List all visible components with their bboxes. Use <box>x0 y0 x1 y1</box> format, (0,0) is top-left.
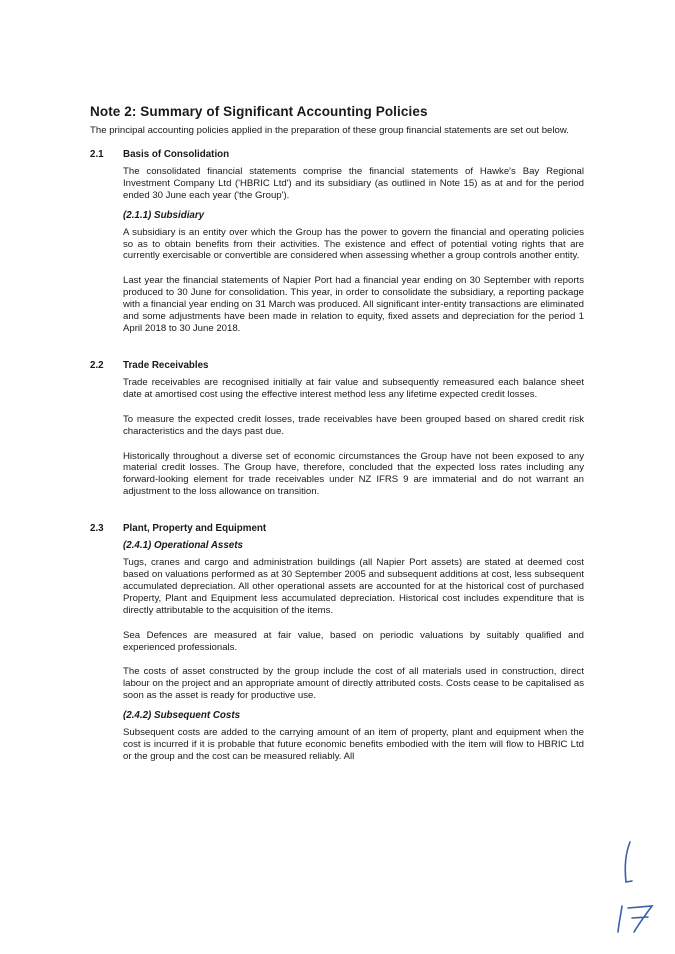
paragraph: A subsidiary is an entity over which the Group has the power to govern the financial and operating policies so as to obtain benefits from their activities. The existence and effect of potential voting rights that are currently exercisable or convertible are considered when assessing whether a group controls another entity. <box>123 226 584 262</box>
subsection-heading: (2.4.1) Operational Assets <box>123 540 243 552</box>
subsection-heading: (2.1.1) Subsidiary <box>123 209 205 221</box>
section-title: Basis of Consolidation <box>123 148 230 160</box>
paragraph: Trade receivables are recognised initially at fair value and subsequently remeasured each balance sheet date at amortised cost using the effective interest method less any lifetime expected credit losses. <box>123 376 584 400</box>
section-2-1-heading <box>90 149 584 160</box>
paragraph: Subsequent costs are added to the carrying amount of an item of property, plant and equipment when the cost is incurred if it is probable that future economic benefits embodied with the item will flow to HBRIC Ltd or the group and the cost can be measured reliably. All <box>123 727 584 762</box>
paragraph: Last year the financial statements of Napier Port had a financial year ending on 30 September with reports produced to 30 June for consolidation. This year, in order to consolidate the subsidiary, a reporting package with a financial year ending on 31 March was produced. All significant inter-entity transactions are eliminated and some adjustments have been made in relation to equity, fixed assets and depreciation for the period 1 April 2018 to 30 June 2018. <box>123 275 584 334</box>
paragraph: The costs of asset constructed by the group include the cost of all materials used in construction, direct labour on the project and an appropriate amount of directly attributed costs. Costs cease to be capitalised as soon as the asset is ready for productive use. <box>123 666 584 702</box>
section-number: 2.2 <box>90 359 104 371</box>
section-number: 2.3 <box>90 523 104 535</box>
note-title: Note 2: Summary of Significant Accounting Policies <box>90 104 428 119</box>
paragraph: Tugs, cranes and cargo and administration buildings (all Napier Port assets) are stated at deemed cost based on valuations performed as at 30 September 2005 and subsequent additions at cost, less subsequent accumulated depreciation. All other operational assets are accounted for at the historical cost of purchased Property, Plant and Equipment less accumulated depreciation. Historical cost includes expenditure that is directly attributable to the acquisition of the items. <box>123 557 584 616</box>
handwritten-mark-1 <box>612 838 642 888</box>
handwritten-stroke <box>628 906 652 932</box>
subsection-heading: (2.4.2) Subsequent Costs <box>123 710 241 722</box>
paragraph: The consolidated financial statements comprise the financial statements of Hawke's Bay Regional Investment Company Ltd ('HBRIC Ltd') and its subsidiary (as outlined in Note 15) as at and for the period ended 30 June each year ('the Group'). <box>123 165 584 201</box>
section-title: Trade Receivables <box>123 359 209 371</box>
section-2-3-heading <box>90 523 584 534</box>
paragraph: Historically throughout a diverse set of economic circumstances the Group have not been exposed to any material credit losses. The Group have, therefore, concluded that the expected loss rates including any forward-looking element for trade receivables under NZ IFRS 9 are immaterial and do not warrant an adjustment to the loss allowance on transition. <box>123 450 584 498</box>
paragraph: Sea Defences are measured at fair value, based on periodic valuations by suitably qualified and experienced professionals. <box>123 629 584 653</box>
paragraph: To measure the expected credit losses, trade receivables have been grouped based on shared credit risk characteristics and the days past due. <box>123 413 584 437</box>
document-page <box>90 104 584 763</box>
handwritten-stroke <box>618 906 622 932</box>
section-2-2-heading <box>90 360 584 371</box>
intro-paragraph: The principal accounting policies applied in the preparation of these group financial statements are set out below. <box>90 125 569 136</box>
section-number: 2.1 <box>90 148 104 160</box>
handwritten-mark-2 <box>614 900 660 936</box>
section-title: Plant, Property and Equipment <box>123 523 267 535</box>
handwritten-stroke <box>625 842 632 882</box>
